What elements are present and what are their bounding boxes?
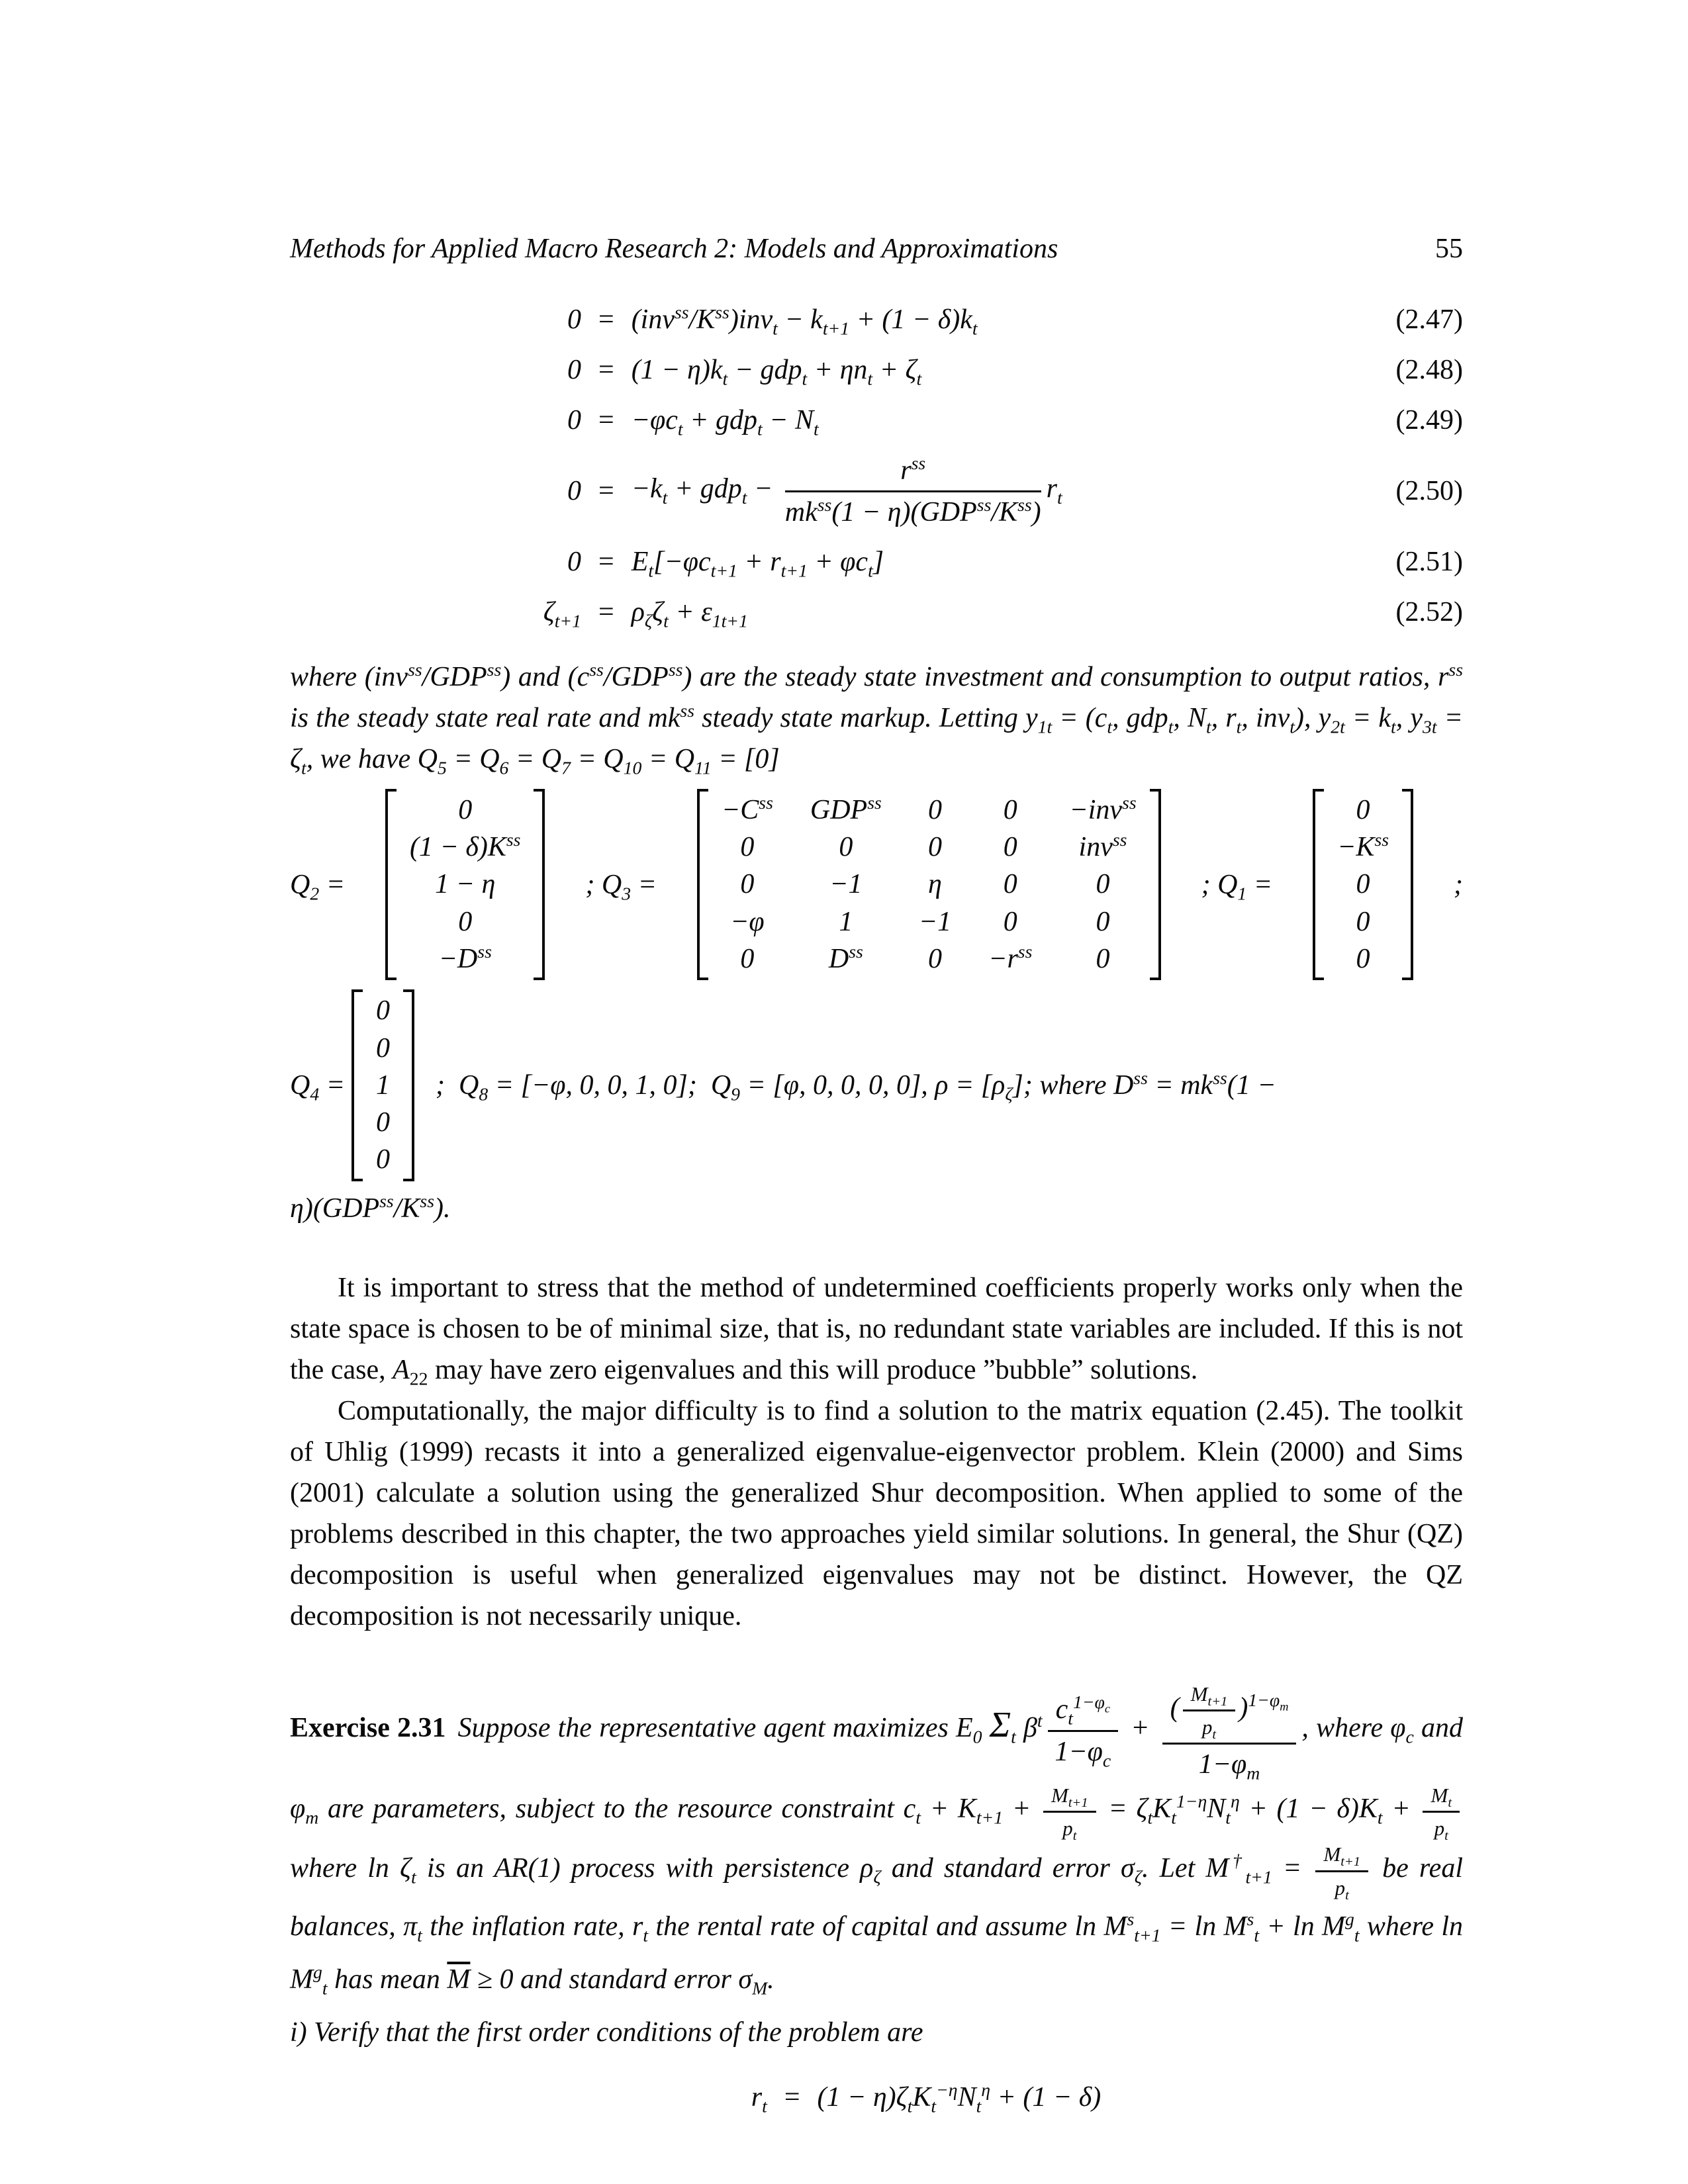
equation-lhs: 0 <box>567 546 581 577</box>
matrix-cell: 0 <box>1096 869 1110 900</box>
left-bracket <box>352 989 363 1181</box>
paragraph-computational-difficulty: Computationally, the major difficulty is to find a solution to the matrix equation (2.45). The toolkit of Uhlig (1999) recasts it into a generalized eigenvalue-eigenvector problem. Klein (2000) and Sims (2001) calculate a solution using the generalized Shur decomposition. When applied to some of the problems described in this chapter, the two approaches yield similar solutions. In general, the Shur (QZ) decomposition is useful when generalized eigenvalues may not be distinct. However, the QZ decomposition is not necessarily unique. <box>290 1395 1463 1631</box>
equation-2-49 <box>290 402 1463 438</box>
matrix-cell: $D^{ss}$ <box>828 940 863 974</box>
equals-sign: = <box>784 2081 800 2113</box>
exercise-2-31 <box>290 1679 1463 2059</box>
q2-matrix <box>385 789 545 980</box>
q1-matrix <box>1313 789 1413 980</box>
equation-rhs: $(1 - \eta)\zeta_tK_t^{-\eta}N_t^\eta + (1 - \delta)$ <box>817 2079 1102 2116</box>
matrix-cell: 0 <box>1003 906 1017 937</box>
matrix-cell: 0 <box>1356 869 1370 900</box>
equation-lhs: 0 <box>567 355 581 385</box>
matrix-cell: −φ <box>730 906 765 937</box>
matrix-cell: inv$^{ss}$ <box>1078 829 1127 863</box>
q1-matrix-label: ; $Q_1$ = <box>1201 869 1273 903</box>
right-bracket <box>534 789 545 980</box>
matrix-cell: 1 <box>376 1069 391 1101</box>
matrix-cell: 0 <box>740 943 755 974</box>
equation-number: (2.50) <box>1395 475 1463 506</box>
equation-lhs: $r_t$ <box>751 2081 767 2116</box>
equals-sign: = <box>598 304 614 335</box>
matrix-cell: 0 <box>1096 906 1110 937</box>
matrix-cell: $-r^{ss}$ <box>988 940 1033 974</box>
equals-sign: = <box>598 596 614 627</box>
matrix-cell: −1 <box>829 869 863 900</box>
matrix-cell: −1 <box>918 906 952 937</box>
matrix-cell: 0 <box>1003 869 1017 900</box>
equation-lhs: $\zeta_{t+1}$ <box>543 596 581 631</box>
exercise-label: Exercise 2.31 <box>290 1712 446 1743</box>
matrix-cell: $-D^{ss}$ <box>438 940 492 974</box>
equals-sign: = <box>598 546 614 577</box>
matrix-cell: 0 <box>376 1144 391 1175</box>
equation-2-50 <box>290 453 1463 529</box>
matrix-cell: 0 <box>1003 794 1017 825</box>
matrix-cell: 0 <box>1356 943 1370 974</box>
matrix-cell: 0 <box>927 943 942 974</box>
equation-rhs: $\rho_\zeta\zeta_t + \varepsilon_{1t+1}$ <box>631 596 748 631</box>
equation-lhs: 0 <box>567 304 581 335</box>
equation-rhs: $-k_t + gdp_t$ − $\frac{r^{ss}}{mk^{ss}(1 - \eta)(GDP^{ss}/K^{ss})}$ $r_t$ <box>631 453 1062 528</box>
matrix-cell: $(1 - \delta)K^{ss}$ <box>410 829 521 863</box>
matrix-cell: 0 <box>376 1107 391 1138</box>
equation-rhs: $(1 - \eta)k_t - gdp_t + \eta n_t + \zeta_t$ <box>631 355 922 389</box>
left-bracket <box>385 789 397 980</box>
paragraph-steady-state-definitions: where $(inv^{ss}/GDP^{ss})$ and $(c^{ss}/GDP^{ss})$ are the steady state investment and consumption to output ratios, $r^{ss}$ is the steady state real rate and $mk^{ss}$ steady state markup. Letting $y_{1t} = (c_t$, gdp$_t$, $N_t$, $r_t$, inv$_t$), $y_{2t} = k_t$, $y_{3t} = \zeta_t$, we have $Q_5 = Q_6 = Q_7 = Q_{10} = Q_{11} = [0]$ <box>290 659 1463 778</box>
equation-rhs: $-\varphi c_t + gdp_t - N_t$ <box>631 405 819 439</box>
matrix-cell: 1 − η <box>435 869 496 900</box>
equation-system-block <box>290 302 1463 630</box>
equation-number: (2.52) <box>1395 596 1463 627</box>
equation-number: (2.47) <box>1395 304 1463 335</box>
equals-sign: = <box>598 355 614 385</box>
equation-rhs: $E_t[-\varphi c_{t+1} + r_{t+1} + \varphi c_t]$ <box>631 546 884 581</box>
matrix-cell: 0 <box>458 794 473 825</box>
paragraph-undetermined-coefficients: It is important to stress that the method of undetermined coefficients properly works only when the state space is chosen to be of minimal size, that is, no redundant state variables are included. If this is not the case, $A_{22}$ may have zero eigenvalues and this will produce ”bubble” solutions. <box>290 1272 1463 1389</box>
exercise-body: Suppose the representative agent maximizes $E_0$ $\Sigma_t$ $\beta^t$ $\frac{c_t^{1-\varphi_c}}{1-\varphi_c}$ + ( $\frac{M_{t+1}}{p_t}$ )$^{1-\varphi_m}$ $1-\varphi_m$ , where $\varphi_c$ and $\varphi_m$ are parameters, subject to the resource constraint $c_t + K_{t+1}$ + $\frac{M_{t+1}}{p_t}$ = $\zeta_tK_t^{1-\eta}N_t^\eta + (1 - \delta)K_t$ + $\frac{M_t}{p_t}$ where $\ln \zeta_t$ is an AR(1) process with persistence $\rho_\zeta$ and standard error $\sigma_\zeta$. Let $M^\dagger_{t+1}$ = $\frac{M_{t+1}}{p_t}$ be real balances, $\pi_t$ the inflation rate, $r_t$ the rental rate of capital and assume $\ln M^s_{t+1} = \ln M^s_t + \ln M^g_t$ where $\ln M^g_t$ has mean $\overline{M} \ge 0$ and standard error $\sigma_M$. i) Verify that the first order conditions of the problem are <box>290 1713 1463 2048</box>
equals-sign: = <box>598 405 614 435</box>
equation-2-47 <box>290 302 1463 338</box>
matrix-cell: 0 <box>376 1032 391 1064</box>
equals-sign: = <box>598 475 614 506</box>
equation-lhs: 0 <box>567 405 581 435</box>
matrix-cell: 0 <box>1003 832 1017 863</box>
matrix-cell: 0 <box>740 869 755 900</box>
matrix-definitions-line-2 <box>290 989 1463 1181</box>
q4-matrix <box>352 989 414 1181</box>
matrix-cell: $GDP^{ss}$ <box>810 792 882 825</box>
matrix-cell: $-K^{ss}$ <box>1337 829 1389 863</box>
equation-2-52 <box>290 594 1463 630</box>
equation-lhs: 0 <box>567 475 581 506</box>
q3-matrix <box>697 789 1161 980</box>
right-bracket <box>1150 789 1161 980</box>
equation-2-51 <box>290 544 1463 580</box>
matrix-cell: 0 <box>1356 906 1370 937</box>
q4-matrix-label: $Q_4$ = <box>290 1070 346 1105</box>
matrix-cell: $-C^{ss}$ <box>721 792 773 825</box>
equation-number: (2.49) <box>1395 405 1463 435</box>
page-content <box>290 233 1464 2116</box>
q3-matrix-label: ; $Q_3$ = <box>585 869 657 903</box>
matrix-cell: 0 <box>839 832 853 863</box>
matrix-definitions-line-1 <box>290 789 1463 980</box>
equation-rhs: $(inv^{ss}/K^{ss})inv_t - k_{t+1} + (1 - \delta)k_t$ <box>631 302 978 339</box>
page-header <box>290 233 1463 265</box>
q8-q9-rho-definitions: ; $Q_8 = [-\varphi$, 0, 0, 1, 0]; $Q_9 = [\varphi$, 0, 0, 0, 0], $\rho = [\rho_\zeta]$; where $D^{ss} = mk^{ss}(1$ − <box>436 1068 1276 1105</box>
left-bracket <box>697 789 708 980</box>
page-number: 55 <box>1435 234 1463 264</box>
dss-definition-continuation: $\eta)(GDP^{ss}/K^{ss})$. <box>290 1190 451 1224</box>
left-bracket <box>1313 789 1324 980</box>
semicolon: ; <box>1453 869 1463 900</box>
matrix-cell: 0 <box>458 906 473 937</box>
first-order-condition-equation <box>290 2079 1463 2116</box>
matrix-cell: 0 <box>740 832 755 863</box>
equation-number: (2.51) <box>1395 546 1463 577</box>
running-head-title: Methods for Applied Macro Research 2: Models and Approximations <box>290 234 1058 264</box>
matrix-cell: 0 <box>1096 943 1110 974</box>
right-bracket <box>1402 789 1413 980</box>
matrix-cell: 0 <box>1356 794 1370 825</box>
matrix-cell: 0 <box>376 995 391 1026</box>
equation-2-48 <box>290 352 1463 388</box>
q2-matrix-label: $Q_2$ = <box>290 869 346 903</box>
matrix-cell: 1 <box>839 906 853 937</box>
matrix-cell: 0 <box>927 794 942 825</box>
matrix-cell: 0 <box>927 832 942 863</box>
matrix-cell: −inv$^{ss}$ <box>1069 792 1137 825</box>
matrix-cell: η <box>928 869 942 900</box>
right-bracket <box>403 989 414 1181</box>
equation-number: (2.48) <box>1395 355 1463 385</box>
